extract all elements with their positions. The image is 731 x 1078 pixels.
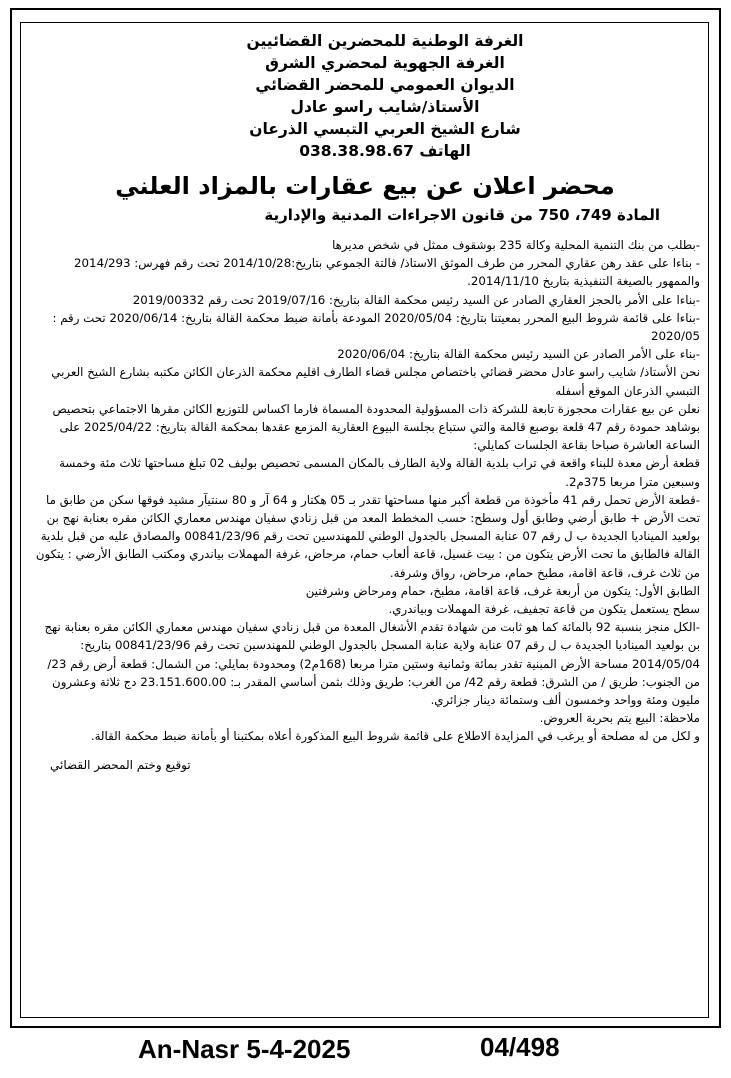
paragraph: ملاحظة: البيع يتم بحرية العروض. xyxy=(539,711,700,726)
notice-body xyxy=(30,236,700,746)
header-line-1: الغرفة الوطنية للمحضرين القضائيين xyxy=(246,32,524,50)
paragraph: -بناءا على الأمر بالحجز العقاري الصادر عن السيد رئيس محكمة القالة بتاريخ: 2019/07/16 تحت رقم 2019/00332 xyxy=(132,292,700,307)
paragraph: سطح يستعمل يتكون من قاعة تجفيف، غرفة المهملات وبياندري. xyxy=(388,602,700,617)
letterhead xyxy=(30,30,700,162)
notice-number: 04/498 xyxy=(480,1032,560,1062)
header-line-4: الأستاذ/شايب راسو عادل xyxy=(290,98,480,116)
paragraph: - بناءا على عقد رهن عقاري المحرر من طرف الموثق الاستاذ/ فالتة الجموعي بتاريخ:2014/10/28 تحت رقم فهرس: 2014/293 والممهور بالصيغة التنفيذية بتاريخ 2014/11/10. xyxy=(74,256,700,289)
paragraph: و لكل من له مصلحة أو يرغب في المزايدة الاطلاع على قائمة شروط البيع المذكورة أعلاه بمكتبنا أو بأمانة ضبط محكمة القالة. xyxy=(90,729,700,744)
paragraph: -بطلب من بنك التنمية المحلية وكالة 235 بوشقوف ممثل في شخص مديرها xyxy=(332,238,700,252)
notice-content xyxy=(30,30,700,772)
paragraph: قطعة أرض معدة للبناء واقعة في تراب بلدية القالة ولاية الطارف بالمكان المسمى تحصيص بوليف 02 تبلغ مساحتها ثلاث مئة وخمسة وسبعين مترا مربعا 375م2. xyxy=(59,456,700,489)
paragraph: -بناء على الأمر الصادر عن السيد رئيس محكمة القالة بتاريخ: 2020/06/04 xyxy=(337,347,700,362)
phone-number: 038.38.98.67 xyxy=(299,142,414,160)
header-phone xyxy=(70,140,700,162)
header-line-2: الغرفة الجهوية لمحضري الشرق xyxy=(265,54,505,72)
paragraph: نحن الأستاذ/ شايب راسو عادل محضر قضائي باختصاص مجلس قضاء الطارف اقليم محكمة الذرعان الكائن مكتبه بشارع الشيخ العربي التبسي الذرعان الموقع أسفله xyxy=(51,365,700,398)
notice-subtitle: المادة 749، 750 من قانون الاجراءات المدنية والإدارية xyxy=(264,206,660,224)
publication-date: An-Nasr 5-4-2025 xyxy=(138,1034,351,1064)
paragraph: الطابق الأول: يتكون من أربعة غرف، قاعة اقامة، مطبخ، حمام ومرحاض وشرفتين xyxy=(305,583,700,598)
notice-title: محضر اعلان عن بيع عقارات بالمزاد العلني xyxy=(115,172,615,200)
header-line-5: شارع الشيخ العربي التبسي الذرعان xyxy=(249,120,521,138)
paragraph: نعلن عن بيع عقارات محجوزة تابعة للشركة ذات المسؤولية المحدودة المسماة فارما اكساس للتوزيع الكائن مقرها الاجتماعي بتحصيص بوشاهد حمودة رقم 47 قلعة بوصبع قالمة والتي ستباع بجلسة البيوع العقارية المزمع عقدها بمحكمة القالة بتاريخ: 2025/04/22 على الساعة العاشرة صباحا بقاعة الجلسات كمايلي: xyxy=(52,401,700,453)
phone-label: الهاتف xyxy=(419,142,471,160)
publication-footer xyxy=(10,1030,721,1070)
header-line-3: الديوان العمومي للمحضر القضائي xyxy=(255,76,515,94)
signature-line: توقيع وختم المحضر القضائي xyxy=(50,757,191,772)
paragraph: -بناءا على قائمة شروط البيع المحرر بمعيتنا بتاريخ: 2020/05/04 المودعة بأمانة ضبط محكمة القالة بتاريخ: 2020/06/14 تحت رقم : 2020/05 xyxy=(52,310,700,344)
paragraph: -قطعة الأرض تحمل رقم 41 مأخوذة من قطعة أكبر منها مساحتها تقدر بـ 05 هكتار و 64 آر و 80 سنتيآر مشيد فوقها سكن من طابق ما تحت الأرض + طابق أرضي وطابق أول وسطح: حسب المخطط المعد من قبل زنادي سفيان مهندس معماري الكائن مقره بعنابة نهج بن بولعيد الميناديا الجديدة ب ل رقم 07 عنابة المسجل بالجدول الوطني للمهندسين تحت رقم 00841/23/96 والمصادق عليه من قبل بلدية القالة فالطابق ما تحت الأرض يتكون من : بيت غسيل، قاعة ألعاب حمام، مرحاض، غرفة المهملات بياندري ومكتب الطابق الأرضي : يتكون من ثلاث غرف، قاعة اقامة، مطبخ حمام، مرحاض، رواق وشرفة. xyxy=(35,492,700,580)
paragraph: -الكل منجز بنسبة 92 بالمائة كما هو ثابت من شهادة تقدم الأشغال المعدة من قبل زنادي سفيان مهندس معماري الكائن مقره بعنابة نهج بن بولعيد الميناديا الجديدة ب ل رقم 07 عنابة ولاية عنابة المسجل بالجدول الوطني للمهندسين تحت رقم 00841/23/96 بتاريخ: 2014/05/04 مساحة الأرض المبنية تقدر بمائة وثمانية وستين مترا مربعا (168م2) ومحدودة بمايلي: من الشمال: قطعة أرض رقم 23/ من الجنوب: طريق / من الشرق: قطعة رقم 42/ من الغرب: طريق وذلك بثمن أساسي المقدر بـ: 23.151.600.00 دج ثلاثة وعشرون مليون ومئة وواحد وخمسون ألف وستمائة دينار جزائري. xyxy=(44,620,700,708)
